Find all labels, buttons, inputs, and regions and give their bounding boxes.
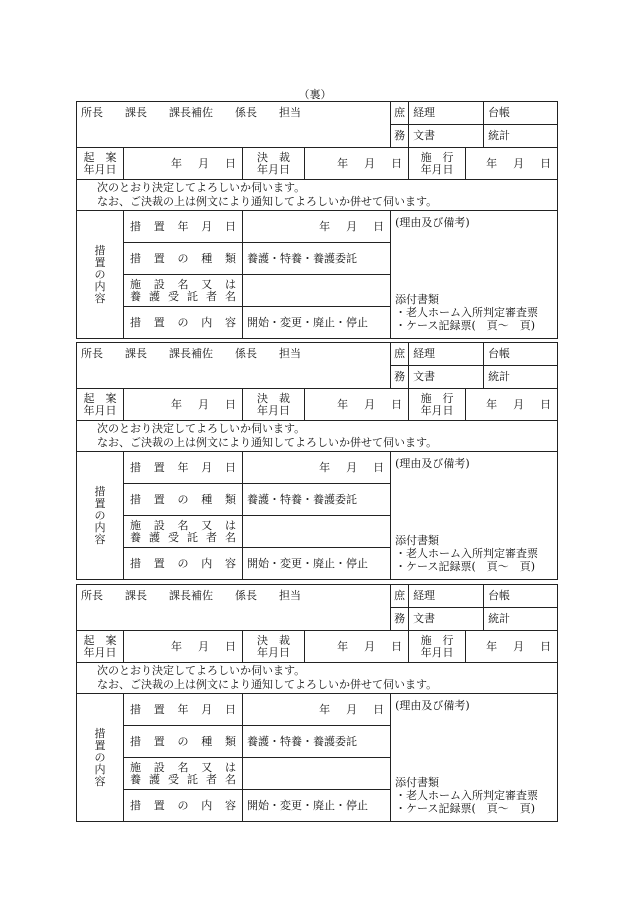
item-accounting: 経理 (409, 585, 484, 608)
attachments-title: 添付書類 (395, 534, 440, 547)
facility-name-label: 施設名又は 養護受託者名 (124, 758, 243, 790)
reason-remarks-cell[interactable] (391, 694, 558, 822)
measure-date-field[interactable]: 年 月 日 (243, 211, 391, 243)
general-affairs-char: 庶 (391, 585, 409, 608)
notice-text (77, 421, 558, 452)
general-affairs-char: 庶 (391, 343, 409, 366)
official-deputy-chief: 課長補佐 (169, 347, 213, 360)
official-section-chief: 課長 (125, 589, 147, 602)
attachments (395, 776, 538, 815)
measure-type-label: 措置の種類 (124, 243, 243, 275)
measure-type-options[interactable]: 養護・特養・養護委託 (243, 484, 391, 516)
general-affairs-char: 務 (391, 608, 409, 631)
decision-date-label: 決 裁 年月日 (243, 389, 305, 421)
official-deputy-chief: 課長補佐 (169, 589, 213, 602)
attachments-title: 添付書類 (395, 293, 440, 306)
official-staff: 担当 (279, 347, 301, 360)
measure-content-label: 措置の内容 (124, 548, 243, 580)
item-ledger: 台帳 (484, 585, 558, 608)
attachment-item-2: ・ケース記録票( 頁〜 頁) (395, 560, 536, 573)
measures-section-label: 措 置 の 内 容 (77, 211, 124, 339)
draft-date-label: 起 案 年月日 (77, 389, 124, 421)
enforce-date-label: 施 行 年月日 (409, 631, 466, 663)
reason-title: (理由及び備考) (395, 457, 470, 470)
measures-section-label: 措 置 の 内 容 (77, 452, 124, 580)
officials-cell (77, 585, 391, 631)
item-ledger: 台帳 (484, 343, 558, 366)
attachment-item-1: ・老人ホーム入所判定審査票 (395, 306, 539, 319)
official-deputy-chief: 課長補佐 (169, 106, 213, 119)
decision-date-field[interactable]: 年 月 日 (305, 389, 409, 421)
item-ledger: 台帳 (484, 102, 558, 125)
official-staff: 担当 (279, 106, 301, 119)
draft-date-label: 起 案 年月日 (77, 148, 124, 180)
decision-date-field[interactable]: 年 月 日 (305, 148, 409, 180)
item-statistics: 統計 (484, 608, 558, 631)
reason-title: (理由及び備考) (395, 699, 470, 712)
measure-content-label: 措置の内容 (124, 790, 243, 822)
facility-name-field[interactable] (243, 275, 391, 307)
notice-line-2: なお、ご決裁の上は例文により通知してよろしいか併せて伺います。 (97, 195, 438, 208)
facility-name-label: 施設名又は 養護受託者名 (124, 275, 243, 307)
notice-line-1: 次のとおり決定してよろしいか伺います。 (97, 664, 306, 677)
enforce-date-field[interactable]: 年 月 日 (466, 389, 558, 421)
measure-date-label: 措置年月日 (124, 452, 243, 484)
general-affairs-char: 務 (391, 366, 409, 389)
enforce-date-field[interactable]: 年 月 日 (466, 631, 558, 663)
measure-date-field[interactable]: 年 月 日 (243, 694, 391, 726)
reason-remarks-cell[interactable] (391, 452, 558, 580)
reason-remarks-cell[interactable] (391, 211, 558, 339)
item-statistics: 統計 (484, 125, 558, 148)
measure-content-options[interactable]: 開始・変更・廃止・停止 (243, 790, 391, 822)
notice-line-2: なお、ご決裁の上は例文により通知してよろしいか併せて伺います。 (97, 678, 438, 691)
attachment-item-2: ・ケース記録票( 頁〜 頁) (395, 802, 536, 815)
facility-name-field[interactable] (243, 516, 391, 548)
approval-form-block-3 (76, 584, 557, 824)
official-subsection-chief: 係長 (235, 106, 257, 119)
notice-text (77, 663, 558, 694)
measures-section-label: 措 置 の 内 容 (77, 694, 124, 822)
decision-date-field[interactable]: 年 月 日 (305, 631, 409, 663)
enforce-date-field[interactable]: 年 月 日 (466, 148, 558, 180)
reason-title: (理由及び備考) (395, 216, 470, 229)
decision-date-label: 決 裁 年月日 (243, 631, 305, 663)
item-accounting: 経理 (409, 343, 484, 366)
page-heading: （裏） (298, 88, 332, 101)
item-documents: 文書 (409, 608, 484, 631)
draft-date-label: 起 案 年月日 (77, 631, 124, 663)
attachments (395, 534, 538, 573)
attachments (395, 293, 538, 332)
decision-date-label: 決 裁 年月日 (243, 148, 305, 180)
general-affairs-char: 務 (391, 125, 409, 148)
official-director: 所長 (81, 589, 103, 602)
draft-date-field[interactable]: 年 月 日 (124, 389, 243, 421)
enforce-date-label: 施 行 年月日 (409, 148, 466, 180)
measure-content-options[interactable]: 開始・変更・廃止・停止 (243, 307, 391, 339)
measure-date-label: 措置年月日 (124, 694, 243, 726)
measure-type-label: 措置の種類 (124, 726, 243, 758)
enforce-date-label: 施 行 年月日 (409, 389, 466, 421)
approval-form (76, 584, 558, 822)
facility-name-label: 施設名又は 養護受託者名 (124, 516, 243, 548)
item-statistics: 統計 (484, 366, 558, 389)
notice-line-1: 次のとおり決定してよろしいか伺います。 (97, 181, 306, 194)
official-subsection-chief: 係長 (235, 589, 257, 602)
notice-line-2: なお、ご決裁の上は例文により通知してよろしいか併せて伺います。 (97, 436, 438, 449)
attachments-title: 添付書類 (395, 776, 440, 789)
official-section-chief: 課長 (125, 347, 147, 360)
official-staff: 担当 (279, 589, 301, 602)
item-documents: 文書 (409, 366, 484, 389)
official-director: 所長 (81, 106, 103, 119)
draft-date-field[interactable]: 年 月 日 (124, 631, 243, 663)
approval-form-block-2 (76, 342, 557, 582)
officials-cell (77, 102, 391, 148)
approval-form-block-1 (76, 101, 557, 341)
item-documents: 文書 (409, 125, 484, 148)
measure-content-options[interactable]: 開始・変更・廃止・停止 (243, 548, 391, 580)
measure-date-field[interactable]: 年 月 日 (243, 452, 391, 484)
general-affairs-char: 庶 (391, 102, 409, 125)
measure-content-label: 措置の内容 (124, 307, 243, 339)
official-section-chief: 課長 (125, 106, 147, 119)
measure-date-label: 措置年月日 (124, 211, 243, 243)
notice-text (77, 180, 558, 211)
measure-type-label: 措置の種類 (124, 484, 243, 516)
official-director: 所長 (81, 347, 103, 360)
officials-cell (77, 343, 391, 389)
facility-name-field[interactable] (243, 758, 391, 790)
draft-date-field[interactable]: 年 月 日 (124, 148, 243, 180)
measure-type-options[interactable]: 養護・特養・養護委託 (243, 243, 391, 275)
attachment-item-1: ・老人ホーム入所判定審査票 (395, 547, 539, 560)
attachment-item-1: ・老人ホーム入所判定審査票 (395, 789, 539, 802)
measure-type-options[interactable]: 養護・特養・養護委託 (243, 726, 391, 758)
approval-form (76, 342, 558, 580)
approval-form (76, 101, 558, 339)
item-accounting: 経理 (409, 102, 484, 125)
official-subsection-chief: 係長 (235, 347, 257, 360)
notice-line-1: 次のとおり決定してよろしいか伺います。 (97, 422, 306, 435)
attachment-item-2: ・ケース記録票( 頁〜 頁) (395, 319, 536, 332)
